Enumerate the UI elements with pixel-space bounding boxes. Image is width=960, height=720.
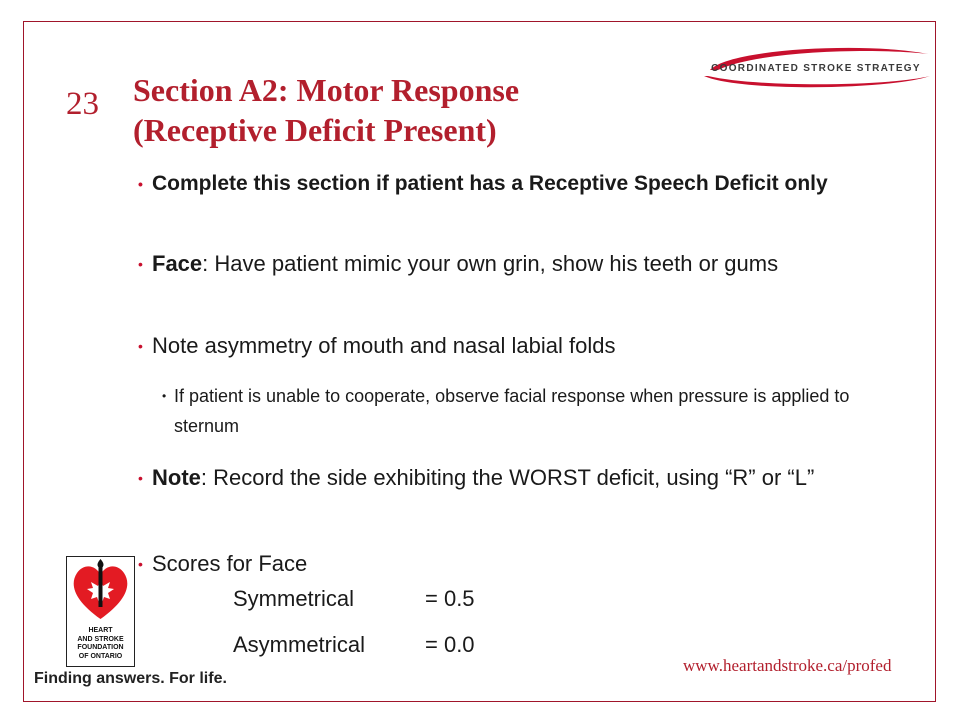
bullet-2	[138, 250, 852, 278]
title-line-1: Section A2: Motor Response	[133, 72, 520, 108]
heart-and-stroke-logo	[66, 556, 135, 667]
bullet-4	[138, 464, 852, 492]
slide-title	[133, 70, 519, 150]
heart-torch-icon	[67, 557, 134, 627]
hsf-line-3: FOUNDATION	[77, 644, 124, 651]
score-symmetrical-label: Symmetrical	[233, 586, 355, 611]
bullet-3	[138, 332, 852, 360]
bullet-4-text: : Record the side exhibiting the WORST deficit, using “R” or “L”	[200, 465, 815, 490]
hsf-line-2: AND STROKE	[77, 635, 124, 643]
bullet-5	[138, 550, 852, 578]
bullet-1-text: Complete this section if patient has a Receptive Speech Deficit only	[152, 172, 828, 195]
logo-text: COORDINATED STROKE STRATEGY	[711, 63, 921, 74]
tagline: Finding answers. For life.	[34, 670, 227, 687]
score-asymmetrical-value: = 0.0	[425, 632, 475, 657]
bullet-1	[138, 170, 852, 198]
sub-bullet	[162, 381, 854, 441]
coordinated-stroke-strategy-logo	[700, 40, 932, 90]
slide-number: 23	[66, 86, 99, 122]
footer-url[interactable]: www.heartandstroke.ca/profed	[683, 656, 892, 675]
bullet-3-text: Note asymmetry of mouth and nasal labial folds	[152, 333, 616, 358]
hsf-logo-text	[67, 627, 134, 661]
bullet-2-text: : Have patient mimic your own grin, show his teeth or gums	[202, 251, 779, 276]
score-asymmetrical-label: Asymmetrical	[233, 632, 366, 657]
bullet-2-label: Face	[152, 251, 203, 276]
hsf-line-4: OF ONTARIO	[78, 652, 123, 660]
bullet-4-label: Note	[152, 465, 201, 490]
sub-bullet-text: If patient is unable to cooperate, observe facial response when pressure is applied to sternum	[174, 386, 850, 436]
score-symmetrical-value: = 0.5	[425, 586, 475, 611]
hsf-line-1: HEART	[88, 627, 113, 634]
title-line-2: (Receptive Deficit Present)	[133, 112, 497, 148]
bullet-5-text: Scores for Face	[152, 551, 308, 576]
